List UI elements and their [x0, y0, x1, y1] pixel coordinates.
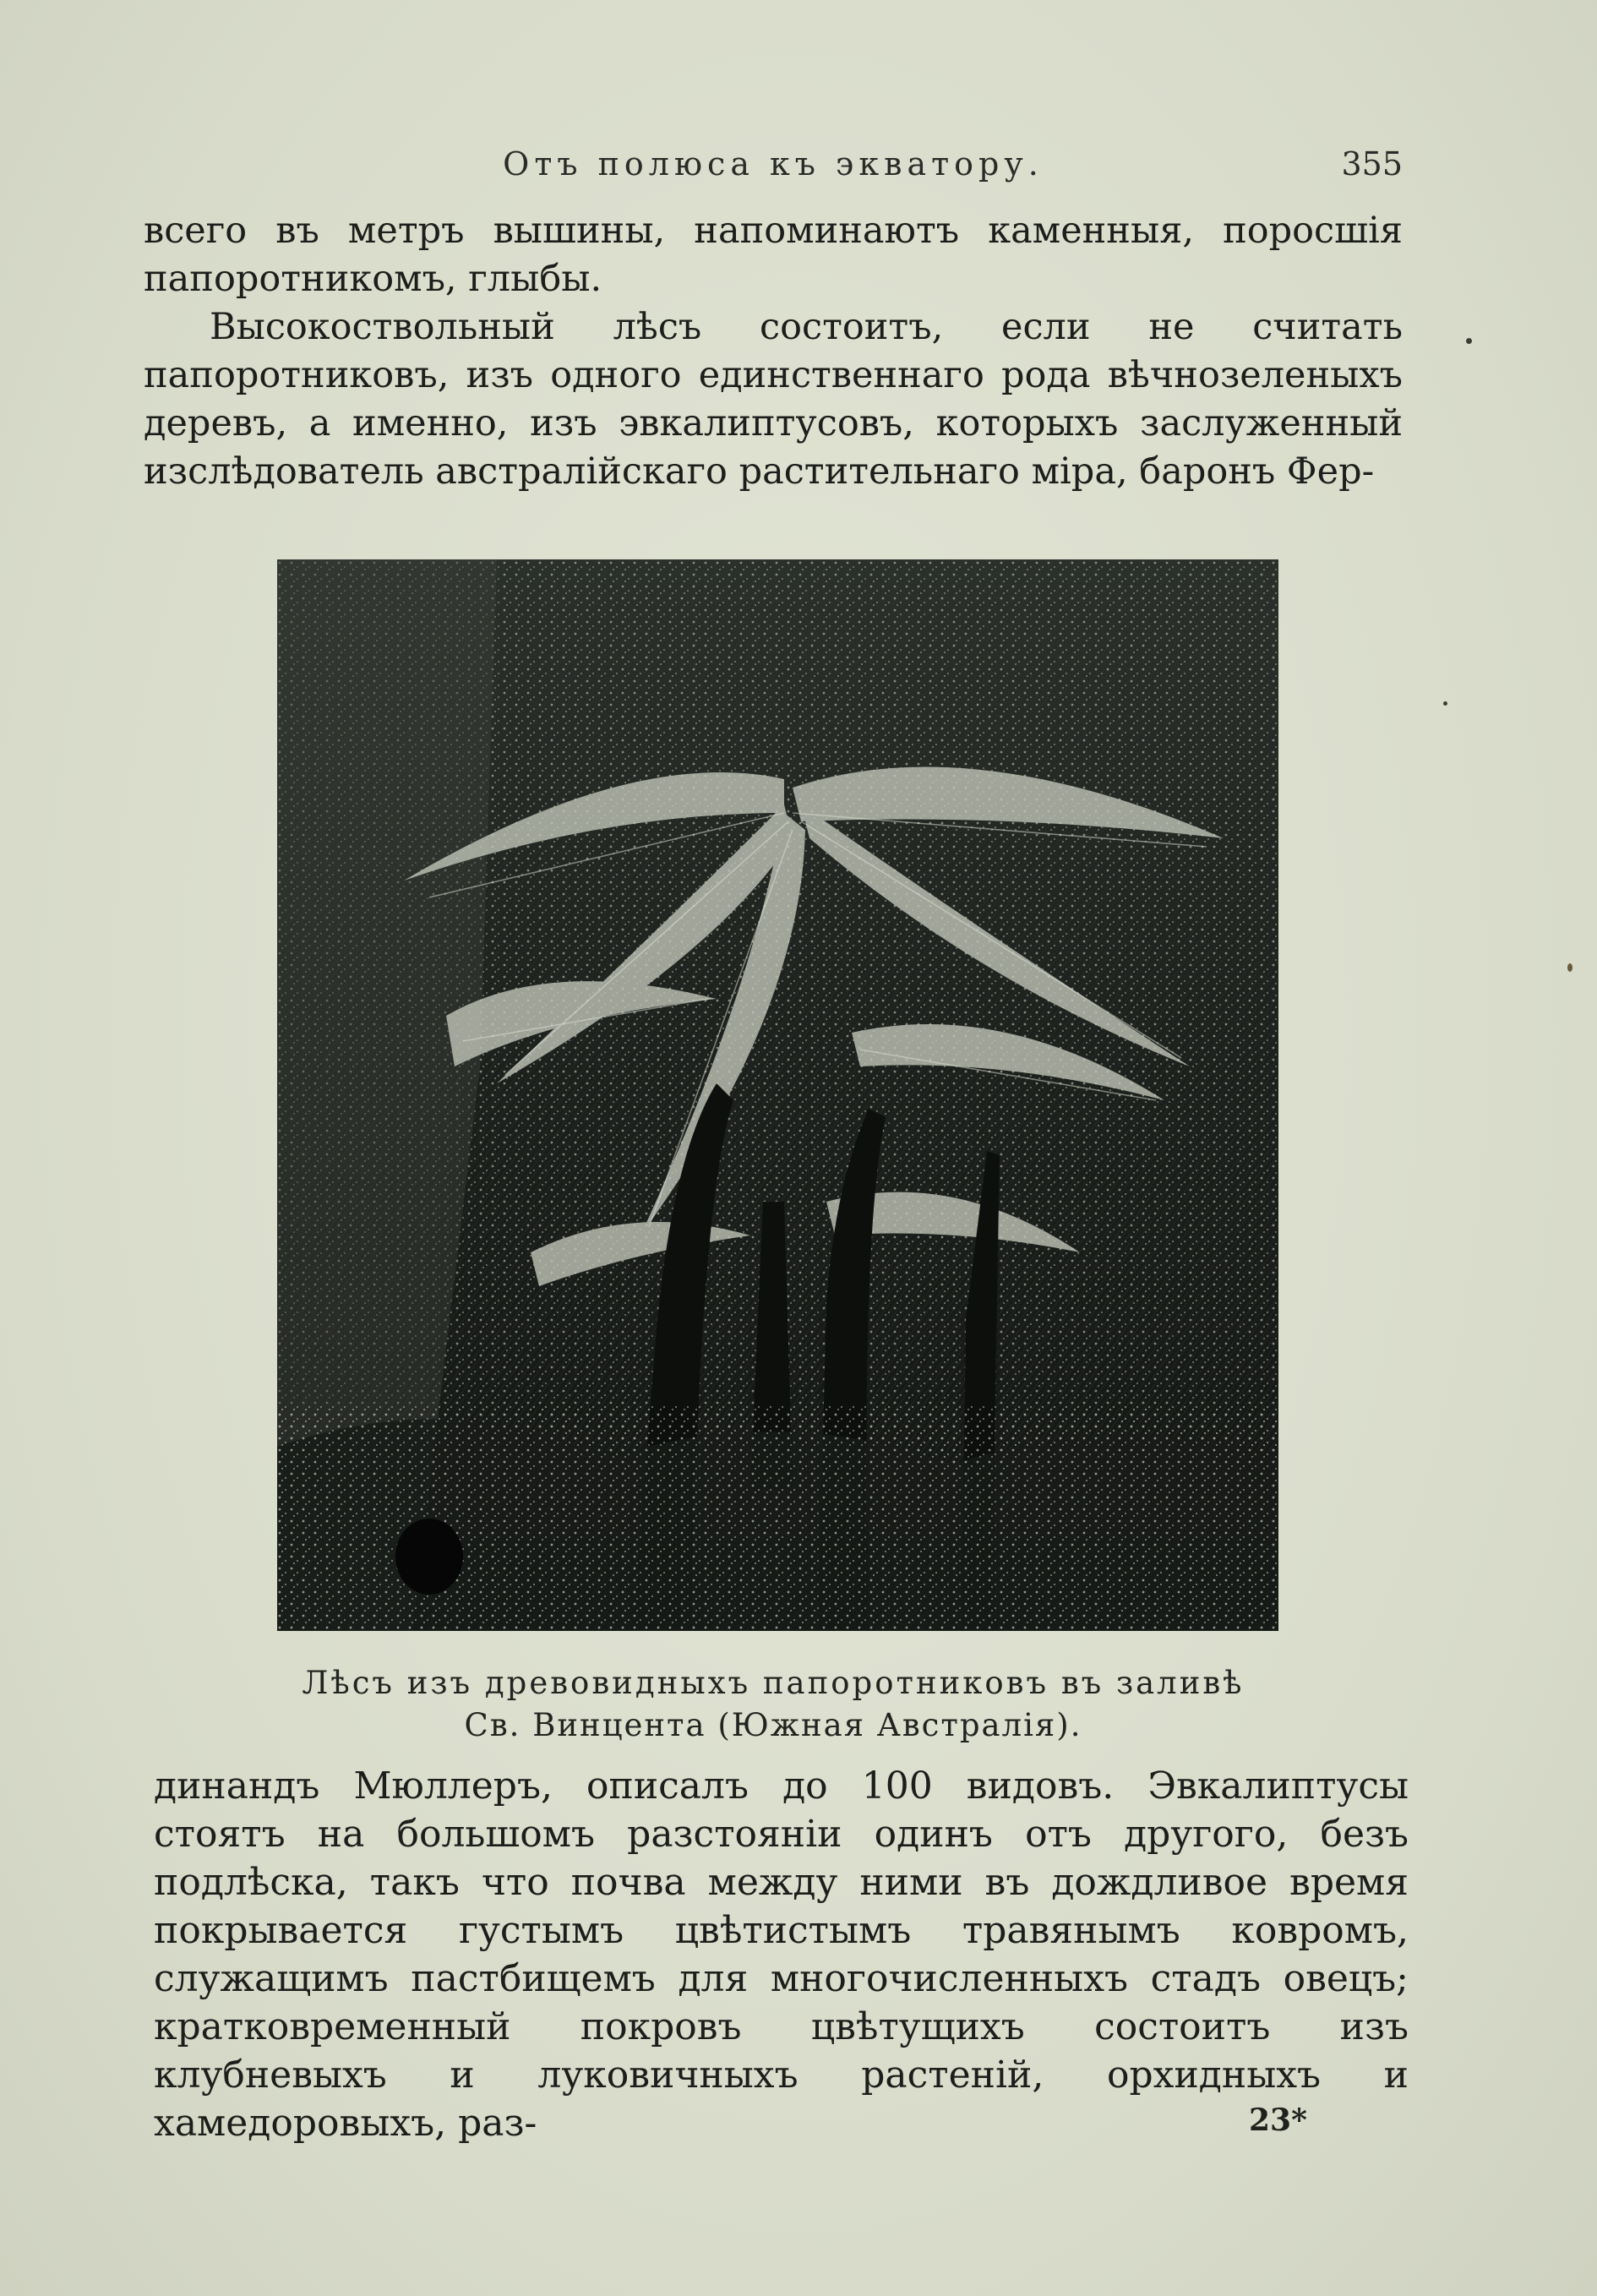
signature-mark: 23* [1249, 2102, 1307, 2138]
body-text-top [144, 207, 1403, 496]
figure-caption-line-2: Св. Винцента (Южная Австралія). [464, 1707, 1082, 1743]
running-head [144, 145, 1403, 196]
running-title: Отъ полюса къ экватору. [503, 145, 1044, 183]
paragraph-forest: Высокоствольный лѣсъ состоитъ, если не считать папоротниковъ, изъ одного единственнаго рода вѣчнозеленыхъ деревъ, а именно, изъ эвкалиптусовъ, которыхъ заслуженный изслѣдователь австралійскаго растительнаго міра, баронъ Фер- [144, 306, 1403, 493]
body-text-bottom [154, 1762, 1409, 2147]
paragraph-continuation: всего въ метръ вышины, напоминаютъ каменныя, поросшія папоротникомъ, глыбы. [144, 210, 1403, 300]
tree-fern-forest-engraving [277, 559, 1278, 1631]
figure-caption-line-1: Лѣсъ изъ древовидныхъ папоротниковъ въ заливѣ [302, 1665, 1245, 1701]
paragraph-eucalyptus: динандъ Мюллеръ, описалъ до 100 видовъ. Эвкалиптусы стоятъ на большомъ разстояніи одинъ отъ другого, безъ подлѣска, такъ что почва между ними въ дождливое время покрывается густымъ цвѣтистымъ травянымъ ковромъ, служащимъ пастбищемъ для многочисленныхъ стадъ овецъ; кратковременный покровъ цвѣтущихъ состоитъ изъ клубневыхъ и луковичныхъ растеній, орхидныхъ и хамедоровыхъ, раз- [154, 1764, 1409, 2145]
page-number: 355 [1341, 145, 1403, 183]
paper-speck [1443, 701, 1447, 706]
paper-speck [1567, 963, 1572, 972]
fern-forest-illustration [277, 559, 1278, 1631]
paper-speck [1466, 338, 1472, 344]
